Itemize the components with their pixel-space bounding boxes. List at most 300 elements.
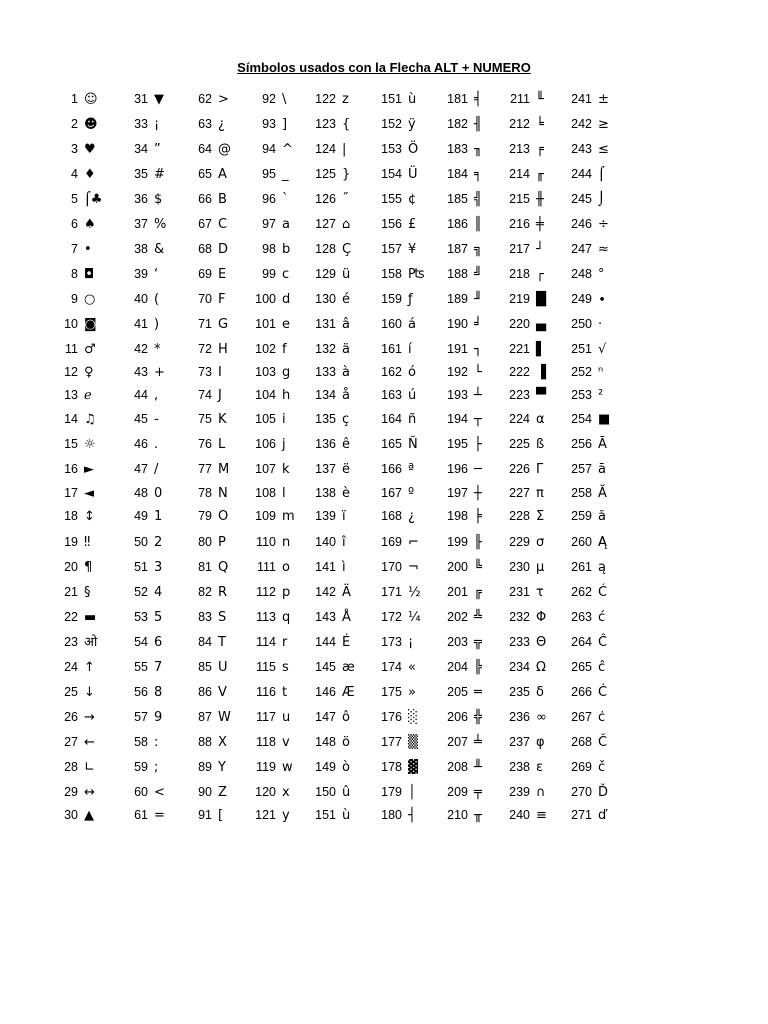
alt-symbol: ▼ bbox=[154, 92, 164, 107]
alt-symbol: ≤ bbox=[598, 142, 609, 157]
alt-symbol: a bbox=[282, 217, 290, 232]
alt-code: 200 bbox=[447, 560, 468, 574]
alt-symbol: v bbox=[282, 735, 290, 750]
alt-code: 36 bbox=[134, 192, 148, 206]
alt-symbol: ░ bbox=[408, 710, 418, 725]
alt-code: 162 bbox=[381, 365, 402, 379]
alt-symbol: > bbox=[218, 92, 229, 107]
alt-code: 38 bbox=[134, 242, 148, 256]
alt-symbol: Ď bbox=[598, 785, 609, 800]
alt-code: 66 bbox=[198, 192, 212, 206]
alt-code: 69 bbox=[198, 267, 212, 281]
alt-code: 131 bbox=[315, 317, 336, 331]
alt-symbol: ○ bbox=[84, 292, 96, 307]
table-row bbox=[60, 780, 700, 805]
alt-code: 44 bbox=[134, 388, 148, 402]
alt-symbol: ú bbox=[408, 388, 417, 403]
alt-code: 84 bbox=[198, 635, 212, 649]
alt-symbol: δ bbox=[536, 685, 544, 700]
alt-code: 168 bbox=[381, 509, 402, 523]
alt-code: 173 bbox=[381, 635, 402, 649]
alt-symbol: A bbox=[218, 167, 227, 182]
alt-symbol: â bbox=[342, 317, 350, 332]
alt-code: 93 bbox=[262, 117, 276, 131]
alt-symbol: £ bbox=[408, 217, 417, 232]
alt-code: 249 bbox=[571, 292, 592, 306]
alt-symbol: ≈ bbox=[598, 242, 609, 257]
alt-code: 71 bbox=[198, 317, 212, 331]
alt-symbol: π bbox=[536, 486, 544, 501]
alt-code: 252 bbox=[571, 365, 592, 379]
alt-code: 113 bbox=[256, 610, 276, 624]
table-row bbox=[60, 680, 700, 705]
alt-code: 128 bbox=[315, 242, 336, 256]
alt-code: 269 bbox=[571, 760, 592, 774]
alt-symbol: ≥ bbox=[598, 117, 609, 132]
alt-symbol: ö bbox=[342, 735, 350, 750]
alt-symbol: à bbox=[342, 365, 350, 380]
alt-code: 242 bbox=[571, 117, 592, 131]
alt-symbol: µ bbox=[536, 560, 545, 575]
alt-symbol: ] bbox=[282, 117, 288, 132]
alt-symbol: Ö bbox=[408, 142, 419, 157]
alt-code: 264 bbox=[571, 635, 592, 649]
alt-symbol: k bbox=[282, 462, 290, 477]
table-row bbox=[60, 360, 700, 385]
alt-symbol: • bbox=[84, 242, 92, 257]
alt-symbol: W bbox=[218, 710, 231, 725]
alt-symbol: ╜ bbox=[474, 292, 482, 307]
alt-code: 82 bbox=[198, 585, 212, 599]
alt-symbol: ┤ bbox=[408, 808, 416, 823]
alt-symbol: ⁿ bbox=[598, 365, 604, 380]
alt-code: 118 bbox=[256, 735, 276, 749]
alt-symbol: Ñ bbox=[408, 437, 418, 452]
alt-symbol: á bbox=[408, 317, 416, 332]
alt-code: 228 bbox=[509, 509, 530, 523]
table-row bbox=[60, 504, 700, 529]
alt-code: 208 bbox=[447, 760, 468, 774]
alt-code: 209 bbox=[447, 785, 468, 799]
table-row bbox=[60, 481, 700, 506]
alt-code: 23 bbox=[64, 635, 78, 649]
alt-symbol: ═ bbox=[474, 685, 482, 700]
alt-symbol: ▲ bbox=[84, 808, 94, 823]
alt-symbol: ♀ bbox=[84, 365, 94, 380]
alt-code: 106 bbox=[255, 437, 276, 451]
alt-symbol: R bbox=[218, 585, 228, 600]
alt-symbol: = bbox=[154, 808, 165, 823]
alt-code: 197 bbox=[447, 486, 468, 500]
alt-code: 124 bbox=[315, 142, 336, 156]
alt-symbol: ↕ bbox=[84, 509, 95, 524]
alt-code: 181 bbox=[447, 92, 468, 106]
alt-symbol: H bbox=[218, 342, 228, 357]
alt-code: 154 bbox=[381, 167, 402, 181]
alt-symbol: Ć bbox=[598, 585, 608, 600]
table-row bbox=[60, 457, 700, 482]
alt-symbol: ↔ bbox=[84, 785, 95, 800]
alt-code: 88 bbox=[198, 735, 212, 749]
alt-symbol: 0 bbox=[154, 486, 163, 501]
alt-symbol: ╦ bbox=[474, 635, 482, 650]
alt-code: 60 bbox=[134, 785, 148, 799]
alt-symbol: ┐ bbox=[474, 342, 482, 357]
alt-code: 190 bbox=[447, 317, 468, 331]
alt-code: 243 bbox=[571, 142, 592, 156]
alt-symbol: E bbox=[218, 267, 227, 282]
alt-symbol: ù bbox=[408, 92, 417, 107]
alt-symbol: ☼ bbox=[84, 437, 96, 452]
alt-symbol: ñ bbox=[408, 412, 417, 427]
alt-code: 49 bbox=[134, 509, 148, 523]
alt-code: 108 bbox=[255, 486, 276, 500]
alt-code: 53 bbox=[134, 610, 148, 624]
alt-symbol: ╠ bbox=[474, 660, 482, 675]
alt-symbol: ╕ bbox=[474, 167, 482, 182]
alt-code: 182 bbox=[447, 117, 468, 131]
alt-symbol: ì bbox=[342, 560, 346, 575]
alt-code: 1 bbox=[71, 92, 78, 106]
alt-symbol: * bbox=[154, 342, 161, 357]
alt-symbol: ; bbox=[154, 760, 159, 775]
alt-code: 50 bbox=[134, 535, 148, 549]
alt-code: 214 bbox=[509, 167, 530, 181]
alt-code: 248 bbox=[571, 267, 592, 281]
alt-code: 112 bbox=[256, 585, 276, 599]
alt-symbol: O bbox=[218, 509, 229, 524]
alt-symbol: ─ bbox=[474, 462, 482, 477]
alt-symbol: ╛ bbox=[474, 317, 482, 332]
alt-symbol: J bbox=[218, 388, 222, 403]
alt-symbol: ă bbox=[598, 509, 606, 524]
alt-code: 203 bbox=[447, 635, 468, 649]
alt-symbol: è bbox=[342, 486, 350, 501]
alt-symbol: , bbox=[154, 388, 159, 403]
alt-code: 163 bbox=[381, 388, 402, 402]
table-row bbox=[60, 730, 700, 755]
alt-code: 34 bbox=[134, 142, 148, 156]
alt-code: 221 bbox=[509, 342, 530, 356]
alt-code: 179 bbox=[381, 785, 402, 799]
alt-code: 177 bbox=[381, 735, 402, 749]
alt-code: 3 bbox=[71, 142, 78, 156]
alt-symbol: ą bbox=[598, 560, 606, 575]
alt-code: 206 bbox=[447, 710, 468, 724]
alt-symbol: Z bbox=[218, 785, 227, 800]
alt-code: 70 bbox=[198, 292, 212, 306]
alt-symbol: Θ bbox=[536, 635, 547, 650]
alt-symbol: » bbox=[408, 685, 416, 700]
alt-code: 21 bbox=[64, 585, 78, 599]
table-row bbox=[60, 630, 700, 655]
alt-code: 246 bbox=[571, 217, 592, 231]
alt-symbol: u bbox=[282, 710, 291, 725]
alt-code: 57 bbox=[134, 710, 148, 724]
alt-code: 31 bbox=[134, 92, 148, 106]
alt-symbol: · bbox=[598, 317, 603, 332]
alt-code: 96 bbox=[262, 192, 276, 206]
alt-code: 239 bbox=[509, 785, 530, 799]
alt-symbol: α bbox=[536, 412, 545, 427]
alt-code: 160 bbox=[381, 317, 402, 331]
alt-symbol: ∙ bbox=[598, 292, 607, 307]
alt-code: 237 bbox=[509, 735, 530, 749]
alt-symbol: ♂ bbox=[84, 342, 96, 357]
alt-code: 109 bbox=[255, 509, 276, 523]
alt-symbol: - bbox=[154, 412, 159, 427]
alt-symbol: ) bbox=[154, 317, 160, 332]
alt-code: 254 bbox=[571, 412, 592, 426]
alt-symbol: í bbox=[408, 342, 412, 357]
alt-code: 110 bbox=[256, 535, 276, 549]
alt-code: 28 bbox=[64, 760, 78, 774]
alt-symbol: ► bbox=[84, 462, 94, 477]
alt-code: 240 bbox=[509, 808, 530, 822]
alt-symbol: ÷ bbox=[598, 217, 609, 232]
alt-code: 147 bbox=[315, 710, 336, 724]
alt-symbol: h bbox=[282, 388, 291, 403]
alt-code: 204 bbox=[447, 660, 468, 674]
alt-symbol: [ bbox=[218, 808, 224, 823]
alt-symbol: σ bbox=[536, 535, 545, 550]
alt-symbol: < bbox=[154, 785, 165, 800]
table-row bbox=[60, 383, 700, 408]
alt-code: 220 bbox=[509, 317, 530, 331]
alt-symbol: V bbox=[218, 685, 227, 700]
alt-symbol: ε bbox=[536, 760, 544, 775]
alt-code: 33 bbox=[134, 117, 148, 131]
alt-symbol: Ċ bbox=[598, 685, 608, 700]
alt-symbol: ┼ bbox=[474, 486, 482, 501]
alt-code: 226 bbox=[509, 462, 530, 476]
alt-symbol: ┴ bbox=[474, 388, 482, 403]
alt-symbol: ▀ bbox=[536, 388, 546, 403]
alt-symbol: ¿ bbox=[218, 117, 225, 132]
alt-symbol: ╓ bbox=[536, 167, 544, 182]
alt-code: 64 bbox=[198, 142, 212, 156]
alt-symbol: Σ bbox=[536, 509, 545, 524]
table-row bbox=[60, 312, 700, 337]
alt-code: 187 bbox=[447, 242, 468, 256]
alt-symbol: 7 bbox=[154, 660, 163, 675]
alt-code: 185 bbox=[447, 192, 468, 206]
alt-symbol: : bbox=[154, 735, 159, 750]
alt-code: 191 bbox=[447, 342, 468, 356]
alt-code: 91 bbox=[198, 808, 212, 822]
alt-code: 134 bbox=[315, 388, 336, 402]
alt-code: 207 bbox=[447, 735, 468, 749]
alt-symbol: ↑ bbox=[84, 660, 95, 675]
alt-code: 225 bbox=[509, 437, 530, 451]
alt-symbol: ╒ bbox=[536, 142, 544, 157]
alt-symbol: ▒ bbox=[408, 735, 418, 750]
alt-code: 19 bbox=[64, 535, 78, 549]
alt-code: 258 bbox=[571, 486, 592, 500]
alt-symbol: Ą bbox=[598, 535, 607, 550]
alt-code: 218 bbox=[509, 267, 530, 281]
alt-code: 142 bbox=[315, 585, 336, 599]
alt-code: 184 bbox=[447, 167, 468, 181]
alt-symbol: ओ bbox=[84, 635, 98, 650]
alt-code: 138 bbox=[315, 486, 336, 500]
alt-code: 100 bbox=[255, 292, 276, 306]
alt-symbol: ╘ bbox=[536, 117, 544, 132]
alt-code: 94 bbox=[262, 142, 276, 156]
alt-code: 40 bbox=[134, 292, 148, 306]
alt-code: 24 bbox=[64, 660, 78, 674]
alt-symbol: + bbox=[154, 365, 165, 380]
alt-code: 247 bbox=[571, 242, 592, 256]
alt-symbol: o bbox=[282, 560, 290, 575]
alt-symbol: │ bbox=[408, 785, 416, 800]
alt-code: 150 bbox=[315, 785, 336, 799]
alt-code: 6 bbox=[71, 217, 78, 231]
alt-symbol: ½ bbox=[408, 585, 421, 600]
alt-code: 52 bbox=[134, 585, 148, 599]
alt-code: 161 bbox=[381, 342, 402, 356]
alt-symbol: z bbox=[342, 92, 349, 107]
alt-symbol: č bbox=[598, 760, 606, 775]
alt-symbol: N bbox=[218, 486, 228, 501]
alt-code: 45 bbox=[134, 412, 148, 426]
alt-symbol: G bbox=[218, 317, 229, 332]
alt-symbol: ( bbox=[154, 292, 160, 307]
table-row bbox=[60, 655, 700, 680]
alt-code: 10 bbox=[64, 317, 78, 331]
alt-code: 129 bbox=[315, 267, 336, 281]
alt-code: 183 bbox=[447, 142, 468, 156]
alt-code: 77 bbox=[198, 462, 212, 476]
alt-symbol: é bbox=[342, 292, 350, 307]
alt-code: 7 bbox=[71, 242, 78, 256]
alt-symbol: Ă bbox=[598, 486, 607, 501]
alt-symbol: P bbox=[218, 535, 226, 550]
alt-symbol: ≡ bbox=[536, 808, 547, 823]
alt-code: 137 bbox=[315, 462, 336, 476]
alt-code: 261 bbox=[571, 560, 592, 574]
table-row bbox=[60, 555, 700, 580]
alt-symbol: ó bbox=[408, 365, 416, 380]
alt-symbol: Ç bbox=[342, 242, 352, 257]
alt-symbol: ┌ bbox=[536, 267, 544, 282]
alt-code: 224 bbox=[509, 412, 530, 426]
alt-code: 46 bbox=[134, 437, 148, 451]
alt-code: 122 bbox=[315, 92, 336, 106]
alt-code: 229 bbox=[509, 535, 530, 549]
alt-symbol: ∞ bbox=[536, 710, 547, 725]
alt-symbol: 4 bbox=[154, 585, 163, 600]
alt-symbol: ▄ bbox=[536, 317, 546, 332]
alt-symbol: 2 bbox=[154, 535, 163, 550]
alt-symbol: ÿ bbox=[408, 117, 416, 132]
alt-symbol: Ω bbox=[536, 660, 546, 675]
alt-symbol: 8 bbox=[154, 685, 163, 700]
alt-code: 250 bbox=[571, 317, 592, 331]
alt-code: 238 bbox=[509, 760, 530, 774]
alt-symbol: e bbox=[282, 317, 290, 332]
alt-code: 63 bbox=[198, 117, 212, 131]
page-title: Símbolos usados con la Flecha ALT + NUMERO bbox=[237, 60, 531, 75]
alt-symbol: Q bbox=[218, 560, 229, 575]
alt-code: 76 bbox=[198, 437, 212, 451]
alt-symbol: ² bbox=[598, 388, 604, 403]
alt-symbol: ď bbox=[598, 808, 607, 823]
alt-code: 198 bbox=[447, 509, 468, 523]
alt-symbol: ╨ bbox=[474, 760, 482, 775]
alt-symbol: ◘ bbox=[84, 267, 95, 282]
alt-symbol: S bbox=[218, 610, 227, 625]
alt-symbol: ┘ bbox=[536, 242, 544, 257]
alt-symbol: ↓ bbox=[84, 685, 95, 700]
alt-symbol: ‘ bbox=[154, 267, 159, 282]
alt-symbol: Γ bbox=[536, 462, 544, 477]
alt-code: 72 bbox=[198, 342, 212, 356]
table-row bbox=[60, 755, 700, 780]
alt-code: 196 bbox=[447, 462, 468, 476]
alt-code: 158 bbox=[381, 267, 402, 281]
table-row bbox=[60, 112, 700, 137]
alt-symbol: ╬ bbox=[474, 710, 482, 725]
alt-code: 65 bbox=[198, 167, 212, 181]
alt-symbol: I bbox=[218, 365, 222, 380]
alt-symbol: 9 bbox=[154, 710, 163, 725]
alt-symbol: d bbox=[282, 292, 291, 307]
alt-code: 178 bbox=[381, 760, 402, 774]
alt-symbol: æ bbox=[342, 660, 355, 675]
alt-code: 35 bbox=[134, 167, 148, 181]
table-row bbox=[60, 87, 700, 112]
alt-code: 155 bbox=[381, 192, 402, 206]
alt-symbol: @ bbox=[218, 142, 231, 157]
alt-code: 230 bbox=[509, 560, 530, 574]
alt-symbol: ╡ bbox=[474, 92, 482, 107]
alt-symbol: $ bbox=[154, 192, 163, 207]
table-row bbox=[60, 337, 700, 362]
alt-symbol: _ bbox=[282, 167, 289, 182]
alt-symbol: T bbox=[218, 635, 226, 650]
alt-symbol: ˝ bbox=[342, 192, 349, 207]
alt-symbol: ╔ bbox=[474, 585, 482, 600]
alt-symbol: ⌠ bbox=[598, 167, 605, 182]
alt-symbol: ä bbox=[342, 342, 350, 357]
alt-symbol: ‼ bbox=[84, 535, 91, 550]
alt-symbol: ╚ bbox=[474, 560, 482, 575]
alt-code: 54 bbox=[134, 635, 148, 649]
alt-code: 186 bbox=[447, 217, 468, 231]
alt-symbol: F bbox=[218, 292, 226, 307]
alt-symbol: ¿ bbox=[408, 509, 415, 524]
table-row bbox=[60, 212, 700, 237]
alt-symbol: Y bbox=[218, 760, 226, 775]
alt-code: 195 bbox=[447, 437, 468, 451]
alt-code: 136 bbox=[315, 437, 336, 451]
alt-code: 217 bbox=[509, 242, 530, 256]
alt-symbol: ¢ bbox=[408, 192, 417, 207]
alt-code: 37 bbox=[134, 217, 148, 231]
alt-code: 256 bbox=[571, 437, 592, 451]
alt-symbol: ¼ bbox=[408, 610, 421, 625]
alt-symbol: ■ bbox=[598, 412, 611, 427]
alt-code: 90 bbox=[198, 785, 212, 799]
alt-code: 233 bbox=[509, 635, 530, 649]
alt-symbol: ¥ bbox=[408, 242, 417, 257]
table-row bbox=[60, 162, 700, 187]
alt-code: 16 bbox=[64, 462, 78, 476]
alt-symbol: ⌡ bbox=[598, 192, 605, 207]
alt-symbol: l bbox=[282, 486, 286, 501]
alt-symbol: Æ bbox=[342, 685, 355, 700]
